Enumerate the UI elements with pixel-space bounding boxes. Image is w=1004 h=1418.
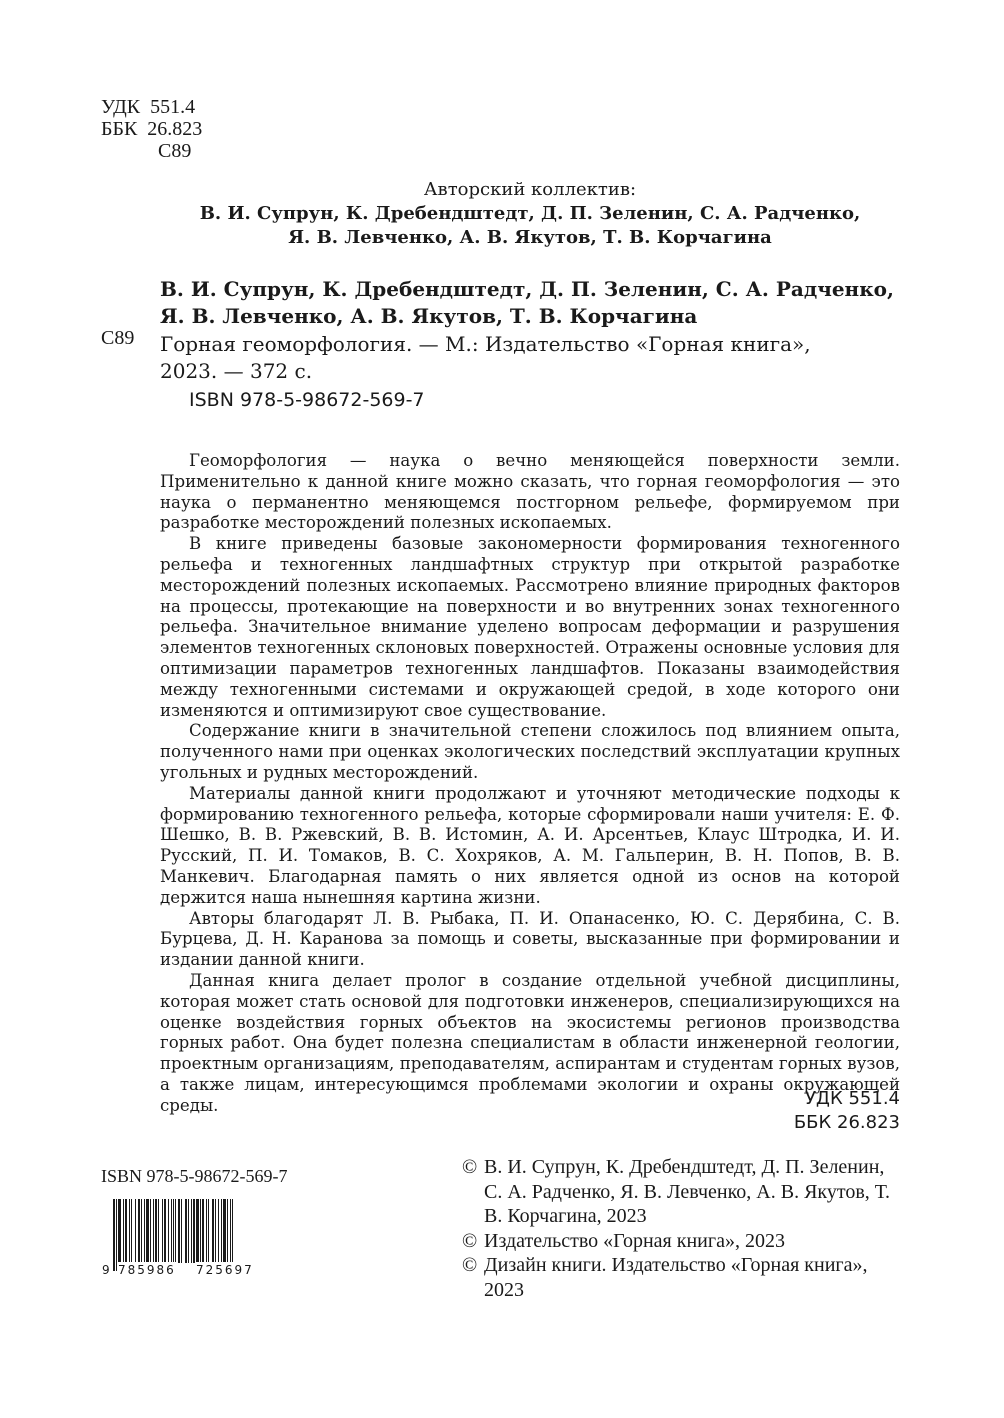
copyright-symbol: © — [462, 1229, 478, 1252]
copyright-authors — [462, 1155, 902, 1229]
footer-bbk: ББК 26.823 — [793, 1112, 900, 1133]
abstract-paragraph: Авторы благодарят Л. В. Рыбака, П. И. Опанасенко, Ю. С. Дерябина, С. В. Бурцева, Д. Н. Каранова за помощь и советы, высказанные при формировании и издании данной книги. — [160, 908, 900, 970]
bbk-code: ББК 26.823 — [101, 118, 203, 140]
record-authors-line-1: В. И. Супрун, К. Дребендштедт, Д. П. Зеленин, С. А. Радченко, — [160, 277, 894, 301]
copyright-design-text: Дизайн книги. Издательство «Горная книга», 2023 — [484, 1254, 868, 1301]
barcode-digits-group-1: 785986 — [118, 1263, 176, 1277]
footer-codes — [700, 1087, 900, 1135]
copyright-design — [462, 1253, 902, 1302]
abstract-paragraph: Материалы данной книги продолжают и уточняют методические подходы к формированию техногенного рельефа, которые сформировали наши учителя: Е. Ф. Шешко, В. В. Ржевский, В. В. Истомин, А. И. Арсентьев, Клаус Штродка, И. И. Русский, П. И. Томаков, В. С. Хохряков, А. М. Гальперин, В. Н. Попов, В. В. Манкевич. Благодарная память о них является одной из основ на которой держится наша нынешняя картина жизни. — [160, 783, 900, 907]
copyright-publisher-text: Издательство «Горная книга», 2023 — [484, 1229, 785, 1252]
copyright-symbol: © — [462, 1156, 478, 1178]
record-isbn: ISBN 978-5-98672-569-7 — [189, 389, 425, 411]
barcode-digits-group-2: 725697 — [196, 1263, 254, 1277]
record-title — [160, 331, 900, 385]
record-authors — [160, 276, 900, 330]
abstract-paragraph: Геоморфология — наука о вечно меняющейся поверхности земли. Применительно к данной книге можно сказать, что горная геоморфология — это наука о перманентно меняющемся постгорном рельефе, формируемом при разработке месторождений полезных ископаемых. — [160, 451, 900, 533]
collective-label: Авторский коллектив: — [423, 179, 637, 200]
record-authors-line-2: Я. В. Левченко, А. В. Якутов, Т. В. Корчагина — [160, 304, 698, 328]
classification-codes — [101, 96, 202, 162]
abstract — [160, 451, 900, 1117]
collective-line-2: Я. В. Левченко, А. В. Якутов, Т. В. Корчагина — [288, 227, 772, 248]
abstract-paragraph: Содержание книги в значительной степени сложилось под влиянием опыта, полученного нами при оценках экологических последствий эксплуатации крупных угольных и рудных месторождений. — [160, 721, 900, 782]
barcode-isbn-label: ISBN 978-5-98672-569-7 — [101, 1166, 288, 1186]
collective-line-1: В. И. Супрун, К. Дребендштедт, Д. П. Зеленин, С. А. Радченко, — [199, 203, 861, 224]
author-collective — [160, 178, 900, 250]
copyright-block — [462, 1155, 902, 1302]
barcode-digit-first: 9 — [102, 1263, 110, 1277]
record-side-sign: С89 — [101, 327, 135, 349]
footer-udk: УДК 551.4 — [804, 1088, 900, 1109]
author-sign: С89 — [158, 140, 192, 162]
copyright-symbol: © — [462, 1254, 478, 1276]
abstract-paragraph: Данная книга делает пролог в создание отдельной учебной дисциплины, которая может стать основой для подготовки инженеров, специализирующихся на оценке воздействия горных объектов на экосистемы регионов производства горных работ. Она будет полезна специалистам в области инженерной геологии, проектным организациям, преподавателям, аспирантам и студентам горных вузов, а также лицам, интересующимся проблемами экологии и охраны окружающей среды. — [160, 970, 900, 1115]
udk-code: УДК 551.4 — [101, 96, 196, 118]
abstract-paragraph: В книге приведены базовые закономерности формирования техногенного рельефа и техногенных ландшафтных структур при открытой разработке месторождений полезных ископаемых. Рассмотрено влияние природных факторов на процессы, протекающие на поверхности и во внутренних зонах техногенного рельефа. Значительное внимание уделено вопросам деформации и разрушения элементов техногенных склоновых поверхностей. Отражены основные условия для оптимизации параметров техногенных ландшафтов. Показаны взаимодействия между техногенными системами и окружающей средой, в ходе которого они изменяются и оптимизируют свое существование. — [160, 534, 900, 720]
record-title-line-1: Горная геоморфология. — М.: Издательство «Горная книга», — [160, 332, 811, 356]
record-title-line-2: 2023. — 372 с. — [160, 359, 313, 383]
copyright-authors-text: В. И. Супрун, К. Дребендштедт, Д. П. Зеленин, С. А. Радченко, Я. В. Левченко, А. В. Якутов, Т. В. Корчагина, 2023 — [484, 1156, 890, 1227]
copyright-publisher — [462, 1229, 902, 1254]
